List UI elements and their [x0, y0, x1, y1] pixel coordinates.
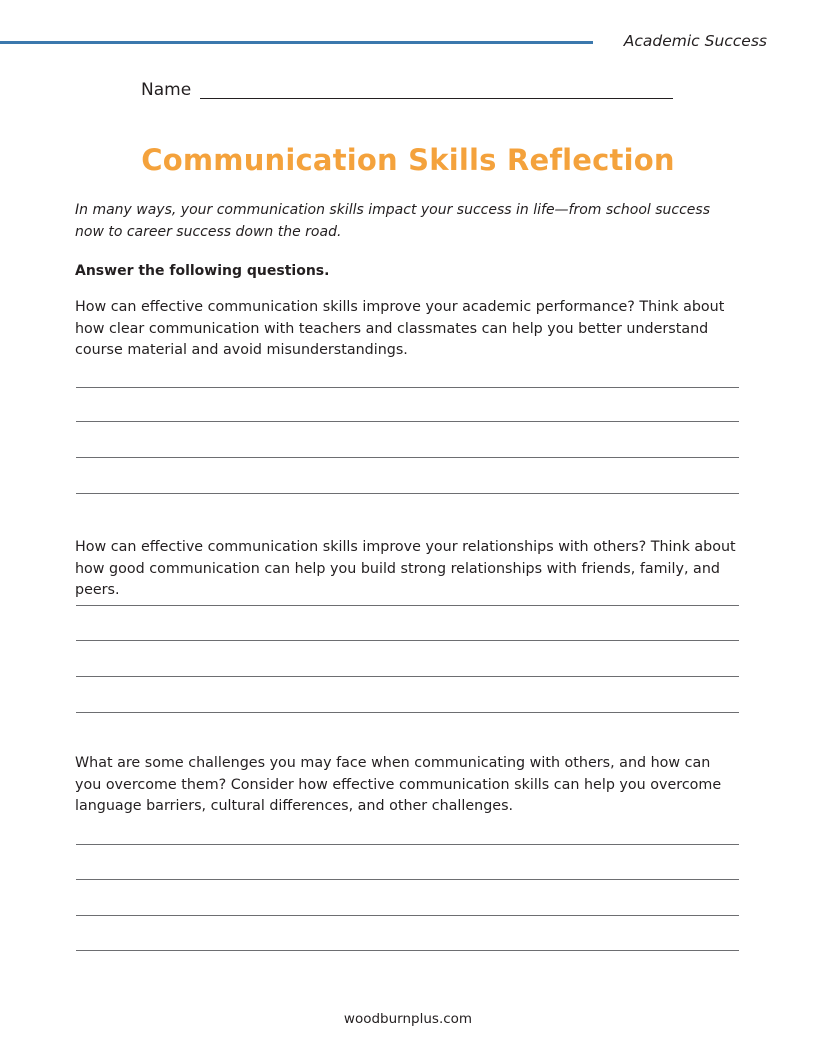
answer-line[interactable]: [76, 844, 739, 845]
question-3-text: What are some challenges you may face when communicating with others, and how can you overcome them? Consider how effective communication skills can help you overcome language barriers, cultural differences, and other challenges.: [75, 755, 722, 814]
answer-line[interactable]: [76, 676, 739, 677]
answer-line[interactable]: [76, 421, 739, 422]
name-field[interactable]: [141, 80, 673, 102]
answer-line[interactable]: [76, 915, 739, 916]
question-2-text: How can effective communication skills improve your relationships with others? Think about how good communication can help you build strong relationships with friends, family, and peers.: [75, 539, 736, 598]
answer-line[interactable]: [76, 457, 739, 458]
footer-website: woodburnplus.com: [343, 1011, 473, 1027]
instruction-text: Answer the following questions.: [75, 263, 330, 279]
name-label: Name: [141, 80, 192, 100]
answer-line[interactable]: [76, 640, 739, 641]
answer-line[interactable]: [76, 879, 739, 880]
answer-line[interactable]: [76, 712, 739, 713]
answer-line[interactable]: [76, 950, 739, 951]
answer-line[interactable]: [76, 387, 739, 388]
question-1-text: How can effective communication skills improve your academic performance? Think about how clear communication with teachers and classmates can help you better understand course material and avoid misunderstandings.: [75, 299, 725, 358]
page-title: Communication Skills Reflection: [141, 143, 675, 177]
answer-line[interactable]: [76, 605, 739, 606]
name-input-line[interactable]: [200, 98, 673, 99]
intro-text: In many ways, your communication skills impact your success in life—from school success now to career success down the road.: [75, 202, 710, 240]
answer-line[interactable]: [76, 493, 739, 494]
header-label: Academic Success: [623, 32, 767, 50]
header-rule: [0, 41, 593, 44]
